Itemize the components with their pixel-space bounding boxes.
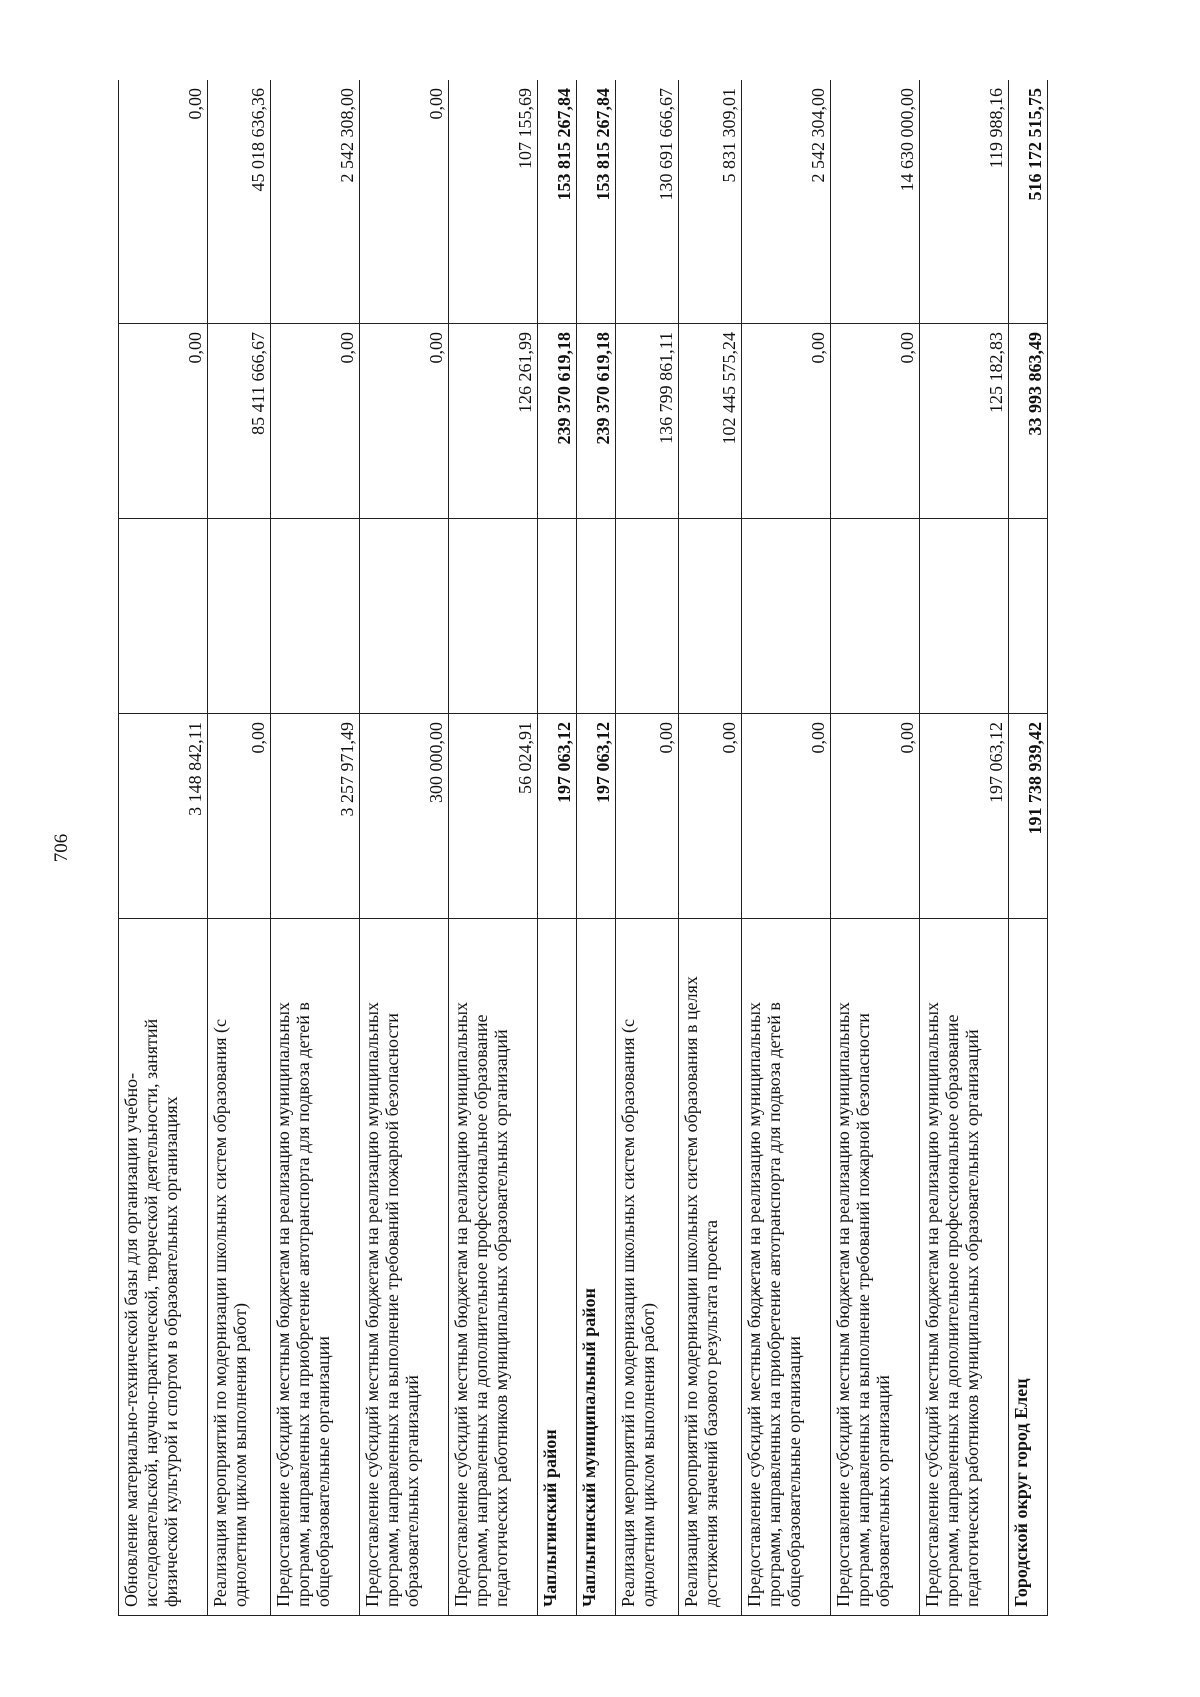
value-cell: 45 018 636,36 (208, 80, 271, 324)
row-description: Чаплыгинский район (538, 919, 577, 1616)
value-cell: 119 988,16 (920, 80, 1009, 324)
table-row (616, 80, 679, 1616)
table-row (208, 80, 271, 1616)
page-number: 706 (51, 833, 72, 863)
value-cell (449, 519, 538, 714)
value-cell: 2 542 304,00 (742, 80, 831, 324)
budget-table (118, 80, 1048, 1616)
value-cell: 136 799 861,11 (616, 324, 679, 519)
value-cell: 33 993 863,49 (1009, 324, 1048, 519)
value-cell (271, 519, 360, 714)
value-cell: 56 024,91 (449, 714, 538, 919)
value-cell: 0,00 (360, 324, 449, 519)
row-description: Реализация мероприятий по модернизации школьных систем образования (с однолетним циклом выполнения работ) (616, 919, 679, 1616)
value-cell: 191 738 939,42 (1009, 714, 1048, 919)
value-cell: 239 370 619,18 (538, 324, 577, 519)
table-row-total (1009, 80, 1048, 1616)
table-row (360, 80, 449, 1616)
value-cell: 14 630 000,00 (831, 80, 920, 324)
rotated-page-content (118, 80, 1118, 1616)
row-description: Предоставление субсидий местным бюджетам на реализацию муниципальных программ, направленных на выполнение требований пожарной безопасности образовательных организаций (360, 919, 449, 1616)
value-cell (538, 519, 577, 714)
value-cell: 85 411 666,67 (208, 324, 271, 519)
row-description: Реализация мероприятий по модернизации школьных систем образования в целях достижения значений базового результата проекта (679, 919, 742, 1616)
row-description: Предоставление субсидий местным бюджетам на реализацию муниципальных программ, направленных на приобретение автотранспорта для подвоза детей в общеобразовательные организации (271, 919, 360, 1616)
value-cell: 0,00 (742, 324, 831, 519)
value-cell (119, 519, 208, 714)
row-description: Предоставление субсидий местным бюджетам на реализацию муниципальных программ, направленных на приобретение автотранспорта для подвоза детей в общеобразовательные организации (742, 919, 831, 1616)
value-cell: 0,00 (119, 324, 208, 519)
value-cell: 0,00 (271, 324, 360, 519)
table-row (679, 80, 742, 1616)
table-frame (118, 80, 1118, 1616)
row-description: Предоставление субсидий местным бюджетам на реализацию муниципальных программ, направленных на дополнительное профессиональное образование педагогических работников муниципальных образовательных организаций (920, 919, 1009, 1616)
row-description: Городской округ город Елец (1009, 919, 1048, 1616)
table-row-subtotal (538, 80, 577, 1616)
value-cell: 0,00 (616, 714, 679, 919)
value-cell: 5 831 309,01 (679, 80, 742, 324)
value-cell: 125 182,83 (920, 324, 1009, 519)
value-cell (208, 519, 271, 714)
value-cell: 3 257 971,49 (271, 714, 360, 919)
value-cell: 0,00 (208, 714, 271, 919)
table-row (831, 80, 920, 1616)
value-cell: 102 445 575,24 (679, 324, 742, 519)
value-cell: 126 261,99 (449, 324, 538, 519)
value-cell: 0,00 (831, 714, 920, 919)
table-row (119, 80, 208, 1616)
table-row-subtotal (577, 80, 616, 1616)
value-cell (360, 519, 449, 714)
value-cell (616, 519, 679, 714)
value-cell: 197 063,12 (538, 714, 577, 919)
row-description: Реализация мероприятий по модернизации школьных систем образования (с однолетним циклом выполнения работ) (208, 919, 271, 1616)
value-cell: 197 063,12 (577, 714, 616, 919)
value-cell: 107 155,69 (449, 80, 538, 324)
value-cell (831, 519, 920, 714)
value-cell: 0,00 (360, 80, 449, 324)
value-cell (1009, 519, 1048, 714)
value-cell (577, 519, 616, 714)
value-cell: 300 000,00 (360, 714, 449, 919)
value-cell (920, 519, 1009, 714)
value-cell: 0,00 (742, 714, 831, 919)
value-cell: 3 148 842,11 (119, 714, 208, 919)
value-cell: 0,00 (119, 80, 208, 324)
table-row (920, 80, 1009, 1616)
value-cell: 153 815 267,84 (538, 80, 577, 324)
value-cell: 153 815 267,84 (577, 80, 616, 324)
row-description: Обновление материально-технической базы для организации учебно-исследовательской, научно-практической, творческой деятельности, занятий физической культурой и спортом в образовательных организациях (119, 919, 208, 1616)
value-cell: 197 063,12 (920, 714, 1009, 919)
table-row (742, 80, 831, 1616)
value-cell: 0,00 (679, 714, 742, 919)
value-cell: 2 542 308,00 (271, 80, 360, 324)
row-description: Предоставление субсидий местным бюджетам на реализацию муниципальных программ, направленных на выполнение требований пожарной безопасности образовательных организаций (831, 919, 920, 1616)
table-row (449, 80, 538, 1616)
value-cell (679, 519, 742, 714)
value-cell (742, 519, 831, 714)
table-row (271, 80, 360, 1616)
value-cell: 0,00 (831, 324, 920, 519)
value-cell: 130 691 666,67 (616, 80, 679, 324)
row-description: Чаплыгинский муниципальный район (577, 919, 616, 1616)
value-cell: 516 172 515,75 (1009, 80, 1048, 324)
value-cell: 239 370 619,18 (577, 324, 616, 519)
row-description: Предоставление субсидий местным бюджетам на реализацию муниципальных программ, направленных на дополнительное профессиональное образование педагогических работников муниципальных образовательных организаций (449, 919, 538, 1616)
